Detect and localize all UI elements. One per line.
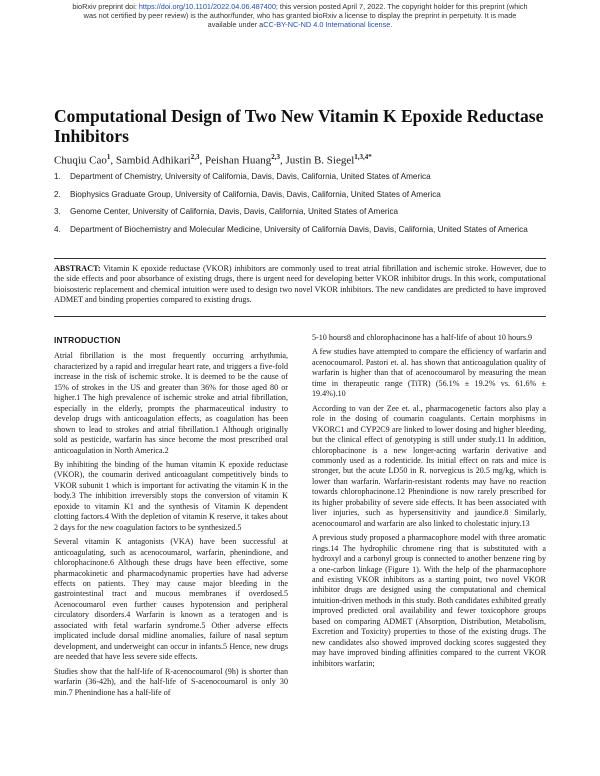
paper-title: Computational Design of Two New Vitamin K Epoxide Reductase Inhibitors xyxy=(54,106,544,146)
abstract-bottom-rule xyxy=(54,316,546,317)
affiliation-text: Biophysics Graduate Group, University of California, Davis, Davis, California, United States of America xyxy=(70,189,441,199)
body-paragraph: A few studies have attempted to compare the efficiency of warfarin and acenocoumarol. Pastori et. al. has shown that anticoagulation quality of warfarin is higher than that of acenocoumarol by measuring the mean time in therapeutic range (TiTR) (56.1% ± 19.2% vs. 61.6% ± 19.4%).10 xyxy=(312,347,546,399)
body-paragraph: By inhibiting the binding of the human vitamin K epoxide reductase (VKOR), the coumarin derived anticoagulant competitively binds to VKOR subunit 1 which is important for activating the vitamin K in the body.3 The inhibition irreversibly stops the conversion of vitamin K epoxide to vitamin K1 and the synthesis of Vitamin K dependent clotting factors.4 With the depletion of vitamin K reserve, it takes about 2 days for the new coagulation factors to be synthesized.5 xyxy=(54,459,288,532)
body-paragraph: Atrial fibrillation is the most frequently occurring arrhythmia, characterized by a rapid and irregular heart rate, and triggers a five-fold increase in the risk of ischemic stroke. It is deemed to be the cause of 15% of strokes in the US and greater than 36% for those aged 80 or higher.1 The high prevalence of ischemic stroke and atrial fibrillation, especially in the elderly, prompts the pharmaceutical industry to develop drugs with anticoagulation effects, as coagulation has been shown to lead to strokes and atrial fibrillation.1 Although originally sold as pesticide, warfarin has since become the most prescribed oral anticoagulation in North America.2 xyxy=(54,351,288,455)
author-affil-sup: 2,3 xyxy=(190,153,200,161)
banner-line3-prefix: available under a xyxy=(207,20,264,29)
affiliation-text: Department of Chemistry, University of California, Davis, Davis, California, United States of America xyxy=(70,172,431,181)
affiliation-item xyxy=(54,171,554,183)
abstract-label: ABSTRACT: xyxy=(54,264,101,273)
affiliation-item xyxy=(54,189,554,201)
body-paragraph: 5-10 hours8 and chlorophacinone has a half-life of about 10 hours.9 xyxy=(312,333,533,342)
author: Justin B. Siegel xyxy=(285,154,355,167)
banner-line-3 xyxy=(30,20,570,29)
banner-line-1 xyxy=(30,2,570,11)
abstract-top-rule xyxy=(54,258,546,259)
affiliation-list xyxy=(54,171,554,241)
author-affil-sup: 1 xyxy=(106,153,111,161)
affiliation-number: 3. xyxy=(54,207,61,216)
author-list: Chuqiu Cao$^1$, Sambid Adhikari$^{2,3}$, Peishan Huang$^{2,3}$, Justin B. Siegel$^{1,3,4*}$ xyxy=(54,153,372,167)
affiliation-number: 4. xyxy=(54,224,61,234)
abstract-text: Vitamin K epoxide reductase (VKOR) inhibitors are commonly used to treat atrial fibrillation and ischemic stroke. However, due to the side effects and poor absorbance of existing drugs, there is urgent need for developing better VKOR inhibitor drugs. In this work, computational bioisosteric replacement and chemical intuition were used to design two novel VKOR inhibitors. The new candidates are predicted to have improved ADMET and binding properties compared to existing drugs. xyxy=(54,264,546,305)
banner-line-2: was not certified by peer review) is the author/funder, who has granted bioRxiv a license to display the preprint in perpetuity. It is made xyxy=(83,11,517,20)
author: Sambid Adhikari xyxy=(115,154,191,167)
author-affil-sup: 2,3 xyxy=(271,153,281,161)
section-heading: INTRODUCTION xyxy=(54,335,121,345)
author: Chuqiu Cao xyxy=(54,154,107,167)
author: Peishan Huang xyxy=(204,154,272,167)
body-paragraph: Studies show that the half-life of R-acenocoumarol (9h) is shorter than warfarin (36-42h), and the half-life of S-acenocoumarol is only 30 min.7 Phenindione has a half-life of xyxy=(54,666,288,697)
abstract-block xyxy=(54,264,546,306)
affiliation-number: 2. xyxy=(54,189,61,199)
right-column xyxy=(312,333,546,673)
banner-line1-rest: ; this version posted April 7, 2022. The copyright holder for this preprint (which xyxy=(275,2,528,11)
license-link[interactable]: CC-BY-NC-ND 4.0 International license xyxy=(263,20,391,29)
author-affil-sup: 1,3,4* xyxy=(354,153,372,161)
doi-link[interactable]: https://doi.org/10.1101/2022.04.06.487400 xyxy=(138,2,276,11)
affiliation-number: 1. xyxy=(54,172,61,181)
affiliation-text: Genome Center, University of California, Davis, Davis, California, United States of America xyxy=(70,207,399,216)
affiliation-item xyxy=(54,224,554,236)
body-paragraph: Several vitamin K antagonists (VKA) have been successful at anticoagulating, such as acenocoumarol, warfarin, phenindione, and chlorophacinone.6 Although these drugs have been effective, some pharmacokinetic and pharmacodynamic properties have had adverse effects on patients. They may cause major bleeding in the gastrointestinal tract and mucous membranes if overdosed.5 Acenocoumarol even further causes hypotension and peripheral circulatory disorders.4 Warfarin is known as a teratogen and is associated with fetal warfarin syndrome.5 Other adverse effects implicated include dorsal midline anomalies, failure of nasal septum development, and underweight can occur in infants.5 Hence, new drugs are needed that have less severe side effects. xyxy=(54,537,288,662)
affiliation-text: Department of Biochemistry and Molecular Medicine, University of California Davis, Davis, California, United States of America xyxy=(70,224,528,234)
banner-prefix: bioRxiv preprint doi: xyxy=(72,2,139,11)
body-paragraph: A previous study proposed a pharmacophore model with three aromatic rings.14 The hydrophilic chromene ring that is substituted with a hydroxyl and a carbonyl group is connected to another benzene ring by a one-carbon linkage (Figure 1). With the help of the pharmacophore and existing VKOR inhibitors as a starting point, two novel VKOR inhibitor drugs are designed using the computational and chemical intuition-driven methods in this study. Both candidates exhibited greatly improved predicted oral availability and fewer toxicophore groups based on comparing ADMET (Absorption, Distribution, Metabolism, Excretion and Toxicity) properties to those of the existing drugs. The new candidates also showed improved docking scores suggested they may have improved binding affinities compared to the current VKOR inhibitors warfarin; xyxy=(312,533,546,668)
banner-line3-suffix: . xyxy=(390,20,393,29)
preprint-banner xyxy=(30,2,570,29)
body-paragraph: According to van der Zee et. al., pharmacogenetic factors also play a role in the dosing of coumarin coagulants. Certain morphisms in VKORC1 and CYP2C9 are linked to lower dosing and higher bleeding, but the clinical effect of genotyping is still under study.11 In addition, chlorophacinone is a new longer-acting warfarin derivative and commonly used as a rodenticide. Its initial effect on rats and mice is stronger, but the acute LD50 in R. norvegicus is 20.5 mg/kg, which is lower than warfarin. Warfarin-resistant rodents may have no reaction towards chlorophacinone.12 Phenindione is now rarely prescribed for its higher probability of severe side effects. It has been associated with liver injuries, such as hypersensitivity and jaundice.8 Similarly, acenocoumarol and warfarin are also linked to cholestatic injury.13 xyxy=(312,403,546,528)
affiliation-item xyxy=(54,206,554,218)
left-column xyxy=(54,333,288,702)
